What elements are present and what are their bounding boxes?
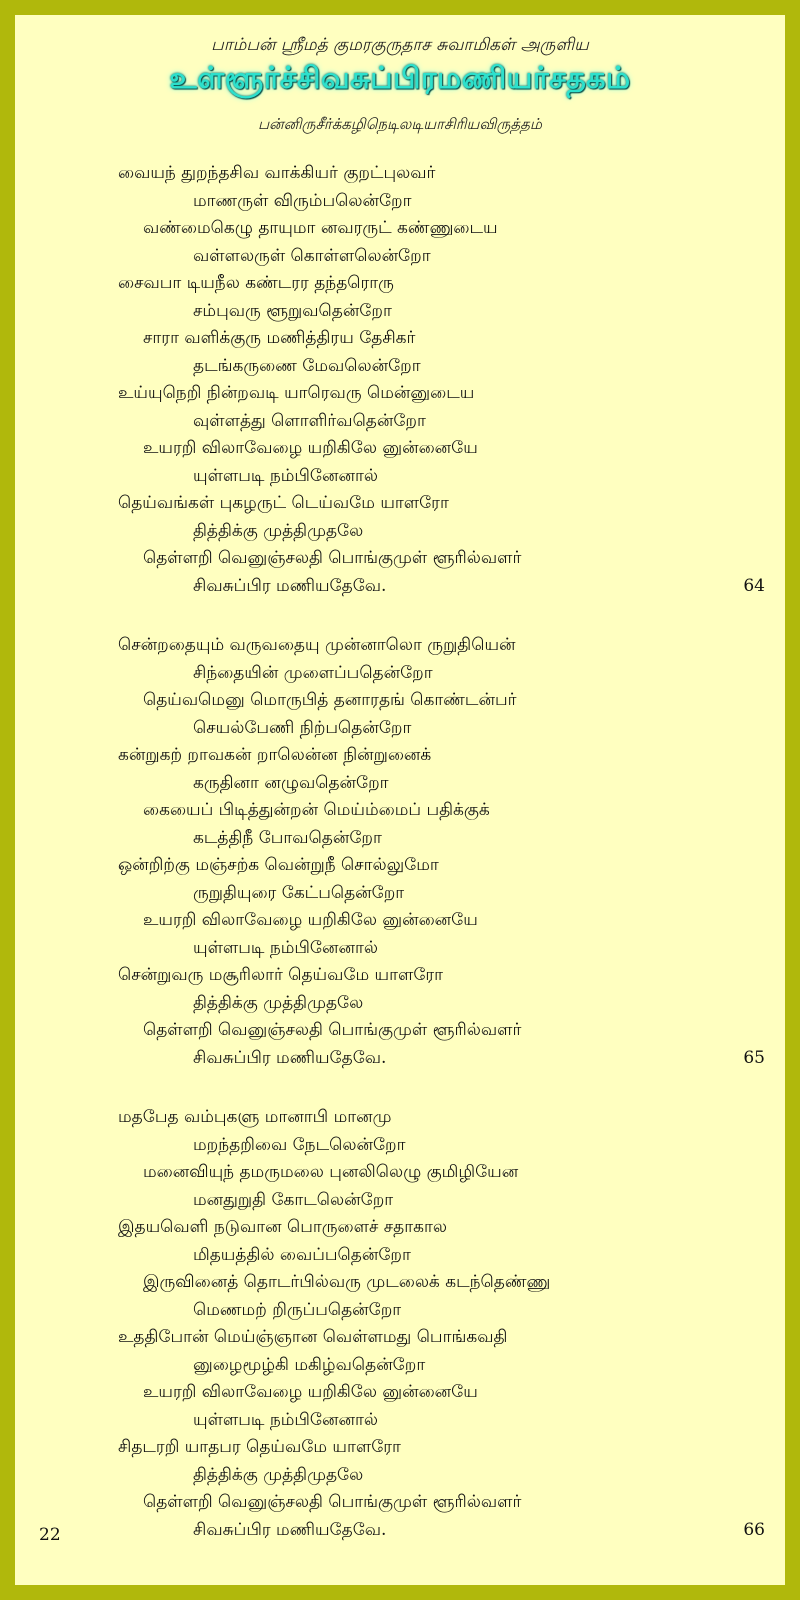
verse-line: தித்திக்கு முத்திமுதலே bbox=[193, 1464, 364, 1485]
verse-line: ஒன்றிற்கு மஞ்சற்க வென்றுநீ சொல்லுமோ bbox=[118, 855, 439, 875]
verse-line: தடங்கருணை மேவலென்றோ bbox=[193, 355, 421, 376]
verse-line: யுள்ளபடி நம்பினேனால் bbox=[193, 465, 378, 486]
verse-line: வண்மைகெழு தாயுமா னவரருட் கண்ணுடைய bbox=[143, 218, 498, 238]
verse-line: யுள்ளபடி நம்பினேனால் bbox=[193, 1409, 378, 1430]
verse-line: உய்யுநெறி நின்றவடி யாரெவரு மென்னுடைய bbox=[118, 383, 475, 403]
page-title: உள்ளூர்ச்சிவசுப்பிரமணியர்சதகம் bbox=[169, 61, 631, 96]
meter-line: பன்னிருசீர்க்கழிநெடிலடியாசிரியவிருத்தம் bbox=[258, 115, 542, 133]
verse-line: சாரா வளிக்குரு மணித்திரய தேசிகர் bbox=[143, 328, 416, 348]
verse-line: வள்ளலருள் கொள்ளலென்றோ bbox=[193, 245, 431, 266]
verse-line: வையந் துறந்தசிவ வாக்கியர் குறட்புலவர் bbox=[118, 163, 436, 183]
verse-line: உயரறி விலாவேழை யறிகிலே னுன்னையே bbox=[143, 1382, 478, 1402]
verse-line: வுள்ளத்து ளொளிர்வதென்றோ bbox=[193, 410, 426, 431]
page-number: 22 bbox=[39, 1525, 61, 1545]
verse-line: தெள்ளறி வெனுஞ்சலதி பொங்குமுள் ளூரில்வளர் bbox=[143, 1492, 522, 1512]
verse-line: ருறுதியுரை கேட்பதென்றோ bbox=[193, 882, 405, 903]
verse-line: மனைவியுந் தமருமலை புனலிலெழு குமிழியேன bbox=[143, 1162, 519, 1182]
verse-line: உததிபோன் மெய்ஞ்ஞான வெள்ளமது பொங்கவதி bbox=[118, 1327, 508, 1347]
verse-line: சிந்தையின் முளைப்பதென்றோ bbox=[193, 662, 433, 683]
verse-line: தெள்ளறி வெனுஞ்சலதி பொங்குமுள் ளூரில்வளர் bbox=[143, 548, 522, 568]
verse-line: இருவினைத் தொடர்பில்வரு முடலைக் கடந்தெண்ணு bbox=[143, 1272, 551, 1292]
verse-line: சிவசுப்பிர மணியதேவே. bbox=[193, 575, 387, 596]
verse-line: னுழைமூழ்கி மகிழ்வதென்றோ bbox=[193, 1354, 426, 1375]
verse-line: சம்புவரு ளூறுவதென்றோ bbox=[193, 300, 392, 321]
verse-line: சென்றதையும் வருவதையு முன்னாலொ ருறுதியென் bbox=[118, 635, 516, 655]
verse-line: தித்திக்கு முத்திமுதலே bbox=[193, 992, 364, 1013]
verse-line: தெள்ளறி வெனுஞ்சலதி பொங்குமுள் ளூரில்வளர் bbox=[143, 1020, 522, 1040]
verse-line: மாணருள் விரும்பலென்றோ bbox=[193, 190, 412, 211]
verse-line: செயல்பேணி நிற்பதென்றோ bbox=[193, 717, 412, 738]
verse-line: மனதுறுதி கோடலென்றோ bbox=[193, 1189, 394, 1210]
verse-line: இதயவெளி நடுவான பொருளைச் சதாகால bbox=[118, 1217, 448, 1237]
verse-line: உயரறி விலாவேழை யறிகிலே னுன்னையே bbox=[143, 438, 478, 458]
verse-line: சைவபா டியநீல கண்டரர தந்தரொரு bbox=[118, 273, 394, 293]
verse-line: தித்திக்கு முத்திமுதலே bbox=[193, 520, 364, 541]
verse-line: சிதடரறி யாதபர தெய்வமே யாளரோ bbox=[118, 1437, 401, 1457]
page bbox=[15, 15, 785, 1585]
verse-line: தெய்வங்கள் புகழருட் டெய்வமே யாளரோ bbox=[118, 493, 449, 513]
verse-line: சிவசுப்பிர மணியதேவே. bbox=[193, 1519, 387, 1540]
verse-number: 65 bbox=[743, 1047, 765, 1068]
verse-line: கருதினா னழுவதென்றோ bbox=[193, 772, 389, 793]
verse-line: கன்றுகற் றாவகன் றாலென்ன நின்றுனைக் bbox=[118, 745, 432, 765]
verse-line: சென்றுவரு மசூரிலார் தெய்வமே யாளரோ bbox=[118, 965, 444, 985]
verse-number: 64 bbox=[743, 575, 765, 596]
verse-line: யுள்ளபடி நம்பினேனால் bbox=[193, 937, 378, 958]
verse-line: கடத்திநீ போவதென்றோ bbox=[193, 827, 382, 848]
verse-number: 66 bbox=[743, 1519, 765, 1540]
verse-line: மறந்தறிவை நேடலென்றோ bbox=[193, 1134, 406, 1155]
author-line: பாம்பன் ஸ்ரீமத் குமரகுருதாச சுவாமிகள் அருளிய bbox=[211, 35, 589, 55]
verse-line: உயரறி விலாவேழை யறிகிலே னுன்னையே bbox=[143, 910, 478, 930]
verse-line: மதபேத வம்புகளு மானாபி மானமு bbox=[118, 1107, 392, 1127]
verse-line: தெய்வமெனு மொருபித் தனாரதங் கொண்டன்பர் bbox=[143, 690, 517, 710]
verse-line: மெணமற் றிருப்பதென்றோ bbox=[193, 1299, 402, 1320]
verse-line: சிவசுப்பிர மணியதேவே. bbox=[193, 1047, 387, 1068]
verse-line: கையைப் பிடித்துன்றன் மெய்ம்மைப் பதிக்குக் bbox=[143, 800, 490, 820]
verse-line: மிதயத்தில் வைப்பதென்றோ bbox=[193, 1244, 411, 1265]
